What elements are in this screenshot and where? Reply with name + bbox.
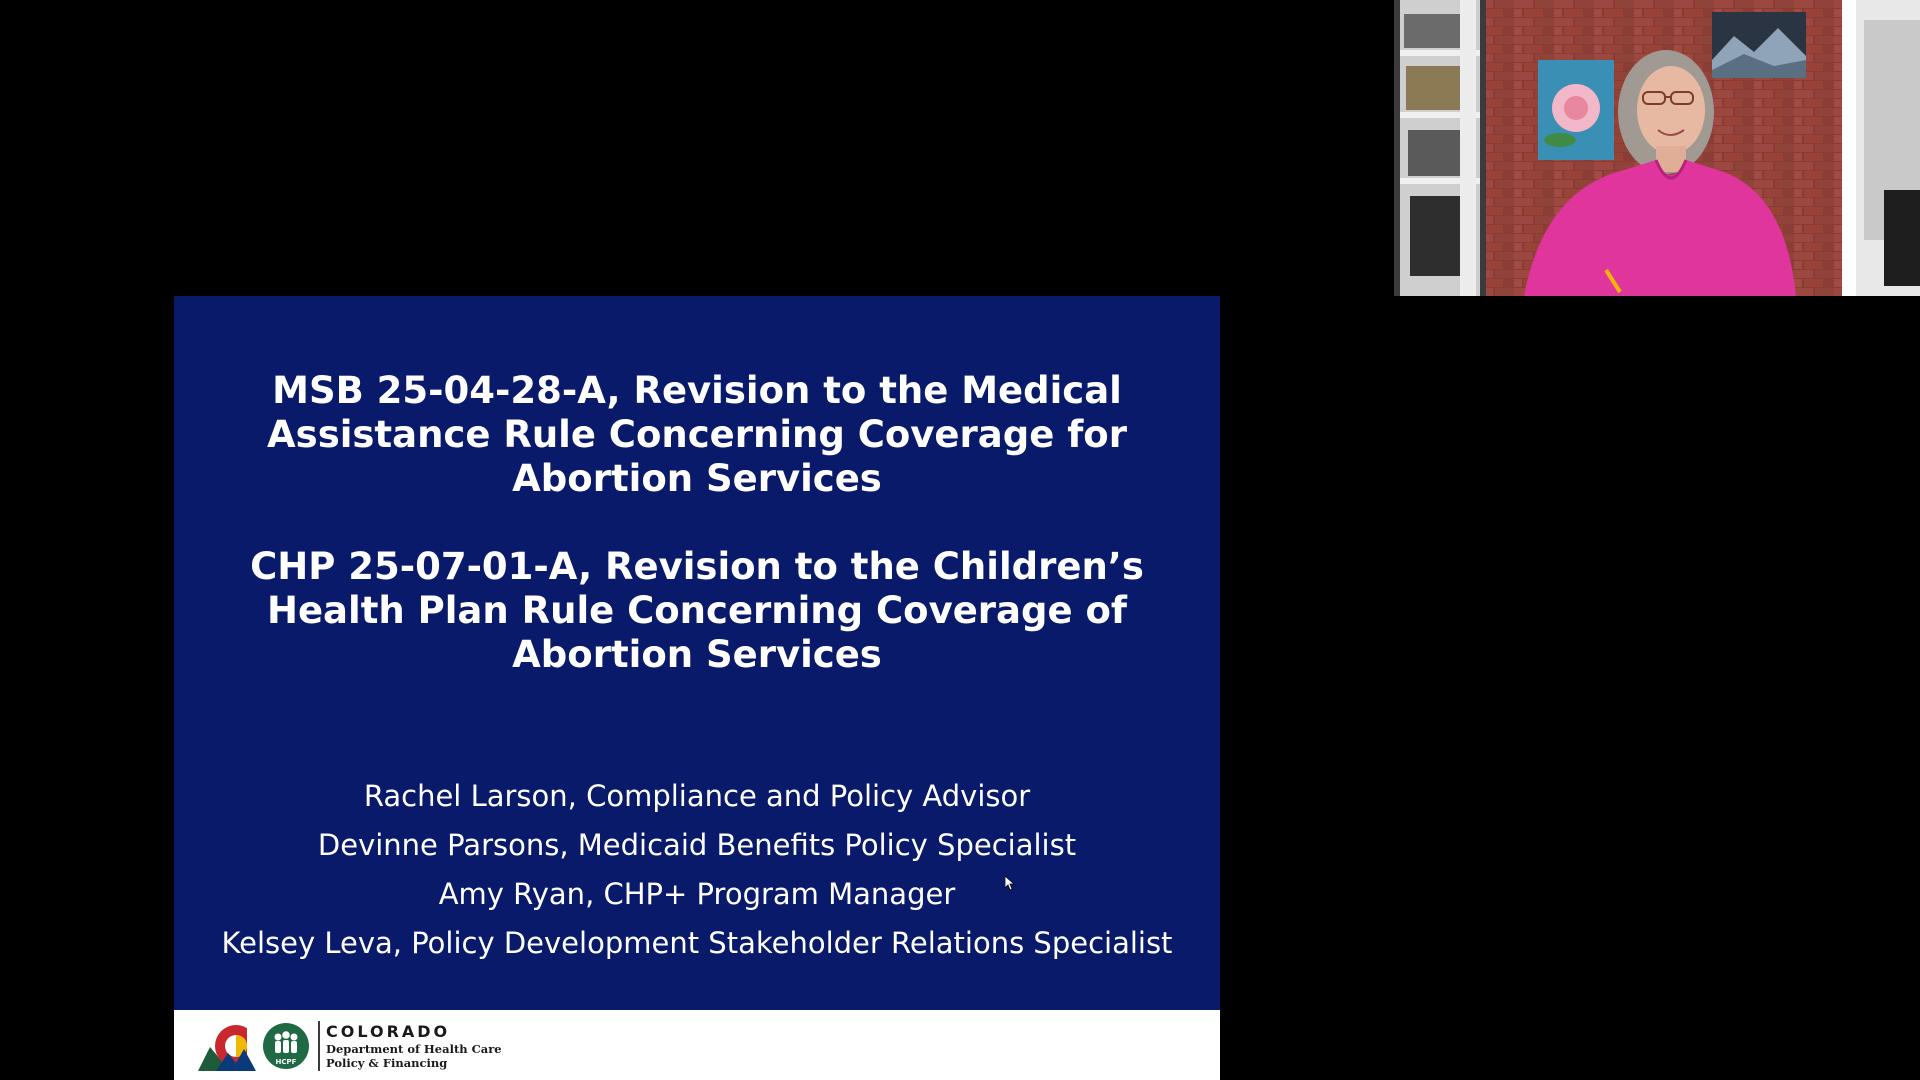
slide-title-msb-line: Assistance Rule Concerning Coverage for: [267, 413, 1127, 456]
shared-slide: [174, 296, 1220, 1080]
hcpf-badge-text: HCPF: [275, 1058, 297, 1066]
slide-title-msb: [174, 369, 1220, 501]
slide-title-chp-line: Abortion Services: [512, 633, 882, 676]
logo-dept-line: Department of Health Care: [326, 1042, 502, 1056]
participant-video-image: [1394, 0, 1920, 296]
presenter-item: Amy Ryan, CHP+ Program Manager: [438, 877, 956, 911]
colorado-hcpf-logo: [198, 1018, 502, 1074]
slide-title-chp-line: CHP 25-07-01-A, Revision to the Children’s: [250, 545, 1144, 588]
slide-title-chp: [174, 545, 1220, 677]
slide-content: [174, 296, 1220, 1010]
presenter-item: Rachel Larson, Compliance and Policy Advisor: [363, 779, 1031, 813]
logo-wordmark: [318, 1021, 502, 1071]
slide-title-msb-line: MSB 25-04-28-A, Revision to the Medical: [272, 369, 1122, 412]
slide-title-chp-line: Health Plan Rule Concerning Coverage of: [267, 589, 1127, 632]
colorado-mountain-logo-icon: [198, 1019, 262, 1073]
presenter-list: [174, 772, 1220, 968]
logo-state-name: COLORADO: [326, 1022, 451, 1041]
logo-dept-line: Policy & Financing: [326, 1056, 448, 1070]
slide-title-msb-line: Abortion Services: [512, 457, 882, 500]
hcpf-people-badge-icon: [262, 1022, 310, 1070]
slide-footer: [174, 1010, 1220, 1080]
presenter-item: Devinne Parsons, Medicaid Benefits Policy Specialist: [317, 828, 1077, 862]
participant-video-thumbnail[interactable]: [1394, 0, 1920, 296]
presenter-item: Kelsey Leva, Policy Development Stakeholder Relations Specialist: [221, 926, 1173, 960]
mouse-cursor-icon: [1005, 876, 1015, 890]
